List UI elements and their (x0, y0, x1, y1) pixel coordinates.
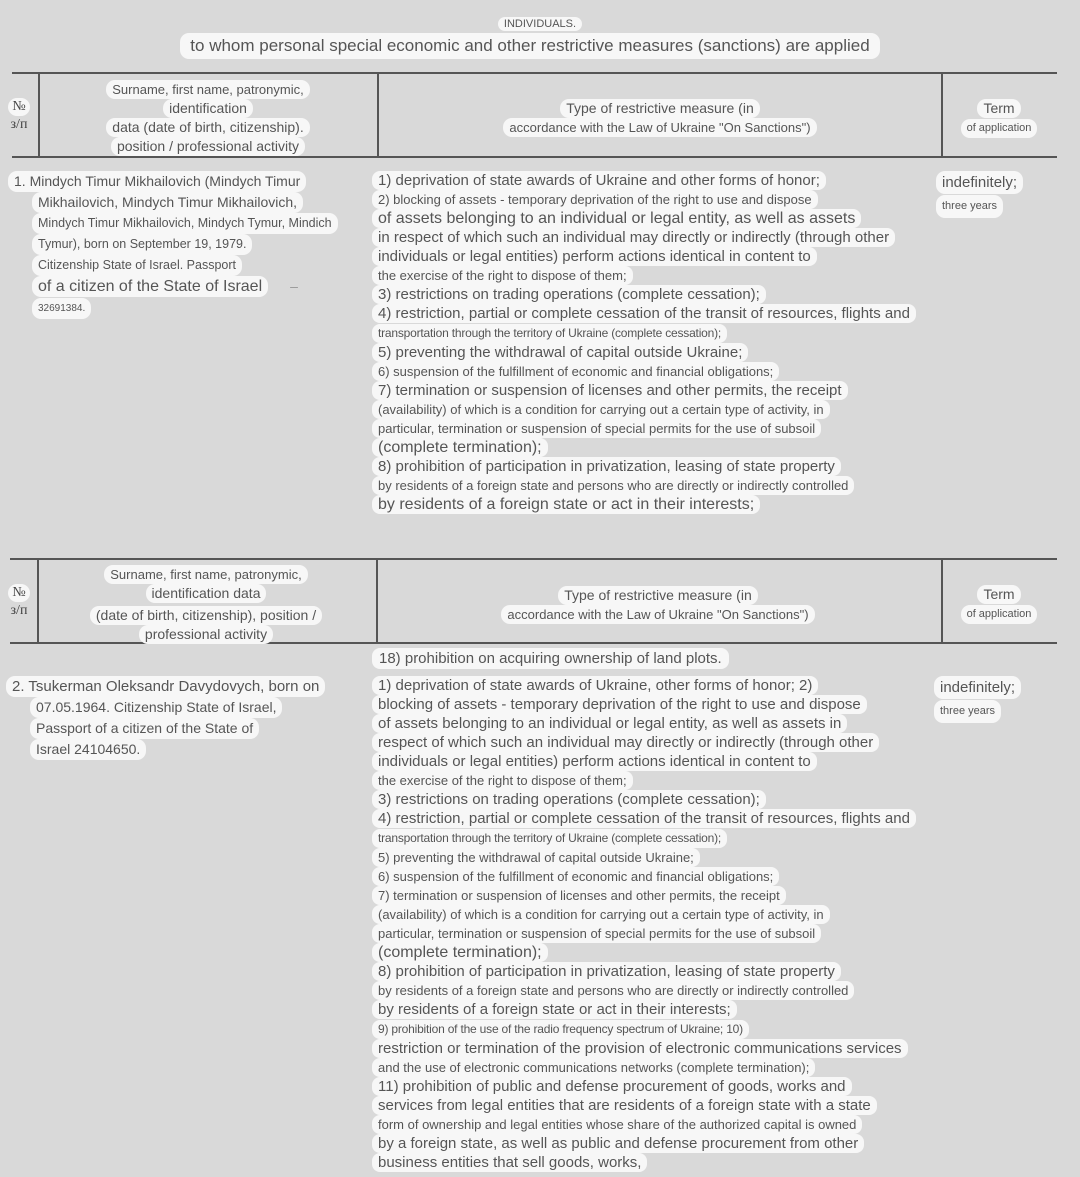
table2-col-divider-3 (941, 558, 943, 644)
table2-header-measure (378, 586, 938, 624)
table2-measures-cell (372, 676, 937, 1172)
measure-line: form of ownership and legal entities whose share of the authorized capital is owned (372, 1115, 862, 1134)
header-term-line: of application (961, 605, 1038, 624)
header-measure-line: accordance with the Law of Ukraine "On Sanctions") (503, 118, 816, 137)
header-person-line: identification data (146, 584, 267, 603)
document-title-small-wrap (0, 14, 1080, 32)
measure-line: business entities that sell goods, works, (372, 1153, 647, 1172)
person-line: 1. Mindych Timur Mikhailovich (Mindych Timur (8, 171, 306, 192)
measure-line: by a foreign state, as well as public and defense procurement from other (372, 1134, 864, 1153)
number-abbrev: з/п (10, 603, 28, 618)
measure-line: by residents of a foreign state or act in their interests; (372, 495, 760, 514)
measure-line: individuals or legal entities) perform actions identical in content to (372, 247, 817, 266)
table1-top-border (12, 72, 1057, 74)
header-person-line: Surname, first name, patronymic, (104, 565, 307, 584)
measure-line: 5) preventing the withdrawal of capital outside Ukraine; (372, 343, 748, 362)
person-line: Citizenship State of Israel. Passport (32, 255, 242, 276)
measure-line: 5) preventing the withdrawal of capital outside Ukraine; (372, 848, 700, 867)
measure-line: the exercise of the right to dispose of them; (372, 771, 633, 790)
measure-line: 4) restriction, partial or complete cessation of the transit of resources, flights and (372, 809, 916, 828)
header-person-line: (date of birth, citizenship), position / (90, 606, 322, 625)
measure-line: transportation through the territory of Ukraine (complete cessation); (372, 324, 727, 343)
measure-line: 1) deprivation of state awards of Ukraine, other forms of honor; 2) (372, 676, 818, 695)
table1-col-divider-3 (941, 72, 943, 158)
header-person-line: data (date of birth, citizenship). (106, 118, 309, 137)
header-person-line: professional activity (139, 625, 273, 644)
measure-line: (complete termination); (372, 943, 548, 962)
header-person-line: position / professional activity (111, 137, 305, 156)
passport-number: 32691384. (32, 298, 91, 319)
measure-line: 2) blocking of assets - temporary deprivation of the right to use and dispose (372, 190, 818, 209)
table1-header-term (944, 99, 1054, 138)
person-line: Passport of a citizen of the State of (30, 718, 259, 739)
term-indefinitely: indefinitely; (936, 171, 1023, 194)
term-three-years: three years (934, 700, 1001, 723)
person-line: 2. Tsukerman Oleksandr Davydovych, born on (6, 676, 325, 697)
header-term-line: of application (961, 119, 1038, 138)
measure-line: 3) restrictions on trading operations (complete cessation); (372, 285, 766, 304)
table1-col-divider-2 (377, 72, 379, 158)
measure-line: 6) suspension of the fulfillment of economic and financial obligations; (372, 362, 779, 381)
passport-number: Israel 24104650. (30, 739, 146, 760)
measure-line: (availability) of which is a condition for carrying out a certain type of activity, in (372, 400, 830, 419)
measure-line: (complete termination); (372, 438, 548, 457)
table1-header-measure (380, 99, 940, 137)
measure-line: (availability) of which is a condition for carrying out a certain type of activity, in (372, 905, 830, 924)
number-sign: № (8, 98, 29, 116)
measure-line: of assets belonging to an individual or legal entity, as well as assets in (372, 714, 847, 733)
table2-person-cell (6, 676, 371, 760)
measure-line: 1) deprivation of state awards of Ukraine and other forms of honor; (372, 171, 826, 190)
header-term-line: Term (977, 585, 1020, 604)
measure-line: 7) termination or suspension of licenses and other permits, the receipt (372, 381, 848, 400)
table1-header-number (2, 98, 36, 134)
header-measure-line: accordance with the Law of Ukraine "On Sanctions") (501, 605, 814, 624)
document-title: to whom personal special economic and other restrictive measures (sanctions) are applied (180, 33, 879, 59)
table2-top-border (10, 558, 1057, 560)
header-person-line: Surname, first name, patronymic, (106, 80, 309, 99)
table2-header-person (38, 565, 374, 644)
measure-line: of assets belonging to an individual or legal entity, as well as assets (372, 209, 861, 228)
measure-line: 6) suspension of the fulfillment of economic and financial obligations; (372, 867, 779, 886)
term-three-years: three years (936, 195, 1003, 218)
measure-line: 7) termination or suspension of licenses and other permits, the receipt (372, 886, 786, 905)
measure-line: the exercise of the right to dispose of them; (372, 266, 633, 285)
header-measure-line: Type of restrictive measure (in (560, 99, 760, 118)
measure-line: restriction or termination of the provision of electronic communications services (372, 1039, 908, 1058)
table2-header-number (2, 584, 36, 620)
header-measure-line: Type of restrictive measure (in (558, 586, 758, 605)
measure-line: transportation through the territory of Ukraine (complete cessation); (372, 829, 727, 848)
measure-line: 9) prohibition of the use of the radio frequency spectrum of Ukraine; 10) (372, 1020, 749, 1039)
number-abbrev: з/п (10, 117, 28, 132)
measure-line: 4) restriction, partial or complete cessation of the transit of resources, flights and (372, 304, 916, 323)
document-title-wrap (0, 33, 1060, 59)
carryover-measure-line: 18) prohibition on acquiring ownership of land plots. (372, 648, 729, 669)
measure-line: 8) prohibition of participation in privatization, leasing of state property (372, 962, 841, 981)
dash: – (290, 278, 298, 294)
table1-term-cell (936, 171, 1076, 218)
table1-measures-cell (372, 171, 937, 514)
person-line: Mikhailovich, Mindych Timur Mikhailovich, (32, 192, 303, 213)
table1-person-cell (8, 171, 368, 319)
table2-carryover (372, 648, 729, 669)
person-line: Tymur), born on September 19, 1979. (32, 234, 252, 255)
person-line: of a citizen of the State of Israel (32, 276, 268, 297)
measure-line: by residents of a foreign state and persons who are directly or indirectly controlled (372, 981, 854, 1000)
measure-line: 3) restrictions on trading operations (complete cessation); (372, 790, 766, 809)
table2-term-cell (934, 676, 1074, 723)
measure-line: respect of which such an individual may directly or indirectly (through other (372, 733, 879, 752)
measure-line: in respect of which such an individual may directly or indirectly (through other (372, 228, 895, 247)
table1-header-person (40, 80, 376, 156)
table2-header-term (944, 585, 1054, 624)
measure-line: particular, termination or suspension of special permits for the use of subsoil (372, 419, 821, 438)
measure-line: blocking of assets - temporary deprivation of the right to use and dispose (372, 695, 867, 714)
measure-line: 11) prohibition of public and defense procurement of goods, works and (372, 1077, 852, 1096)
number-sign: № (8, 584, 29, 602)
measure-line: by residents of a foreign state and persons who are directly or indirectly controlled (372, 476, 854, 495)
person-line: 07.05.1964. Citizenship State of Israel, (30, 697, 282, 718)
header-term-line: Term (977, 99, 1020, 118)
measure-line: services from legal entities that are residents of a foreign state with a state (372, 1096, 877, 1115)
measure-line: individuals or legal entities) perform actions identical in content to (372, 752, 817, 771)
term-indefinitely: indefinitely; (934, 676, 1021, 699)
document-title-small: INDIVIDUALS. (498, 17, 582, 31)
table1-header-bottom-border (12, 156, 1057, 158)
measure-line: and the use of electronic communications networks (complete termination); (372, 1058, 815, 1077)
person-line: Mindych Timur Mikhailovich, Mindych Tymur, Mindich (32, 213, 338, 234)
header-person-line: identification (163, 99, 253, 118)
measure-line: particular, termination or suspension of special permits for the use of subsoil (372, 924, 821, 943)
measure-line: 8) prohibition of participation in privatization, leasing of state property (372, 457, 841, 476)
measure-line: by residents of a foreign state or act in their interests; (372, 1000, 737, 1019)
